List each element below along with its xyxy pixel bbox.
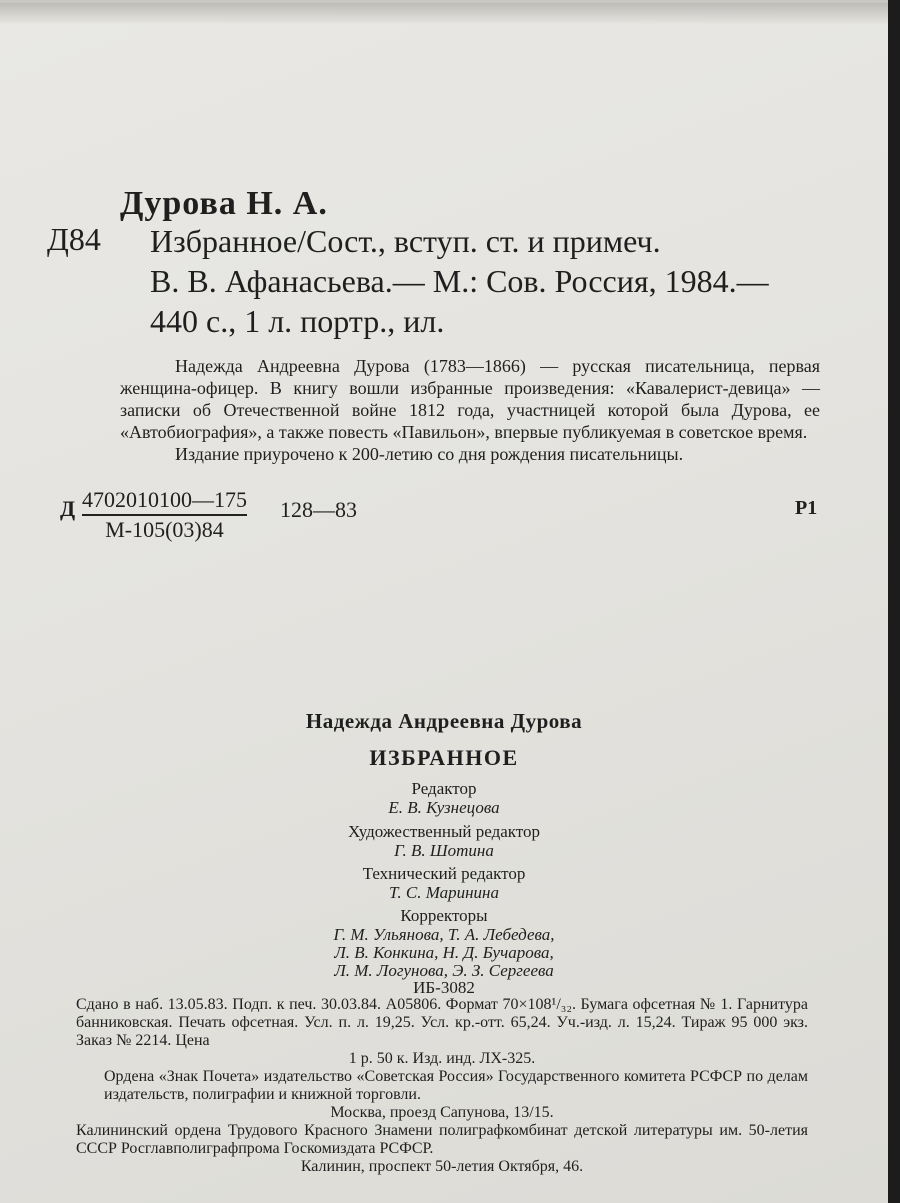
page-shadow (0, 3, 888, 25)
correctors-role: Корректоры (400, 906, 488, 925)
bib-line: Избранное/Сост., вступ. ст. и примеч. (150, 223, 661, 259)
annotation-text: Надежда Андреевна Дурова (1783—1866) — русская писательница, первая женщина-офицер. В книгу вошли избранные произведения: «Кавалерист-девица» — записки об Отечественной войне 1812 года, участницей которой была Дурова, ее «Автобиография», а также повесть «Павильон», впервые публикуемая в советское время. (120, 356, 820, 442)
bibliographic-entry (150, 221, 769, 341)
ib-number: ИБ-3082 (413, 978, 475, 997)
correctors-line: Г. М. Ульянова, Т. А. Лебедева, (333, 925, 555, 944)
index-letter: Д (60, 496, 76, 521)
index-fraction (82, 487, 247, 543)
bib-line: 440 с., 1 л. портр., ил. (150, 303, 445, 339)
art-editor-role: Художественный редактор (347, 822, 541, 841)
editor-role: Редактор (411, 779, 477, 798)
editor-name: Е. В. Кузнецова (388, 798, 500, 817)
bib-line: В. В. Афанасьева.— М.: Сов. Россия, 1984.— (150, 263, 769, 299)
art-editor-name: Г. В. Шотина (394, 841, 494, 860)
annotation (120, 355, 820, 465)
imprint-print-details: Сдано в наб. 13.05.83. Подп. к печ. 30.03.84. А05806. Формат 70×108¹/₃₂. Бумага офсетная № 1. Гарнитура банниковская. Печать офсетная. Усл. п. л. 19,25. Усл. кр.-отт. 65,24. Уч.-изд. л. 15,24. Тираж 95 000 экз. Заказ № 2214. Цена (76, 996, 808, 1049)
colophon-author: Надежда Андреевна Дурова (305, 709, 583, 733)
annotation-note: Издание приурочено к 200-летию со дня рождения писательницы. (175, 444, 684, 464)
correctors-line: Л. М. Логунова, Э. З. Сергеева (334, 961, 554, 980)
imprint-publisher-address: Москва, проезд Сапунова, 13/15. (330, 1104, 554, 1121)
imprint (76, 996, 808, 1176)
imprint-price: 1 р. 50 к. Изд. инд. ЛХ-325. (348, 1050, 536, 1067)
rubric-code: Р1 (795, 497, 818, 519)
colophon-title: ИЗБРАННОЕ (369, 745, 519, 770)
imprint-printer: Калининский ордена Трудового Красного Знамени полиграфкомбинат детской литературы им. 50-летия СССР Росглавполиграфпрома Госкомиздата РСФСР. (76, 1122, 808, 1157)
imprint-printer-address: Калинин, проспект 50-летия Октября, 46. (300, 1158, 584, 1175)
index-tail: 128—83 (280, 497, 357, 522)
correctors-line: Л. В. Конкина, Н. Д. Бучарова, (334, 943, 554, 962)
tech-editor-role: Технический редактор (362, 864, 526, 883)
catalog-code: Д84 (47, 221, 101, 257)
index-numerator: 4702010100—175 (82, 487, 247, 516)
catalog-author: Дурова Н. А. (120, 185, 328, 222)
tech-editor-name: Т. С. Маринина (388, 883, 499, 902)
index-denominator: М-105(03)84 (105, 517, 224, 542)
imprint-publisher: Ордена «Знак Почета» издательство «Советская Россия» Государственного комитета РСФСР по делам издательств, полиграфии и книжной торговли. (104, 1068, 808, 1103)
